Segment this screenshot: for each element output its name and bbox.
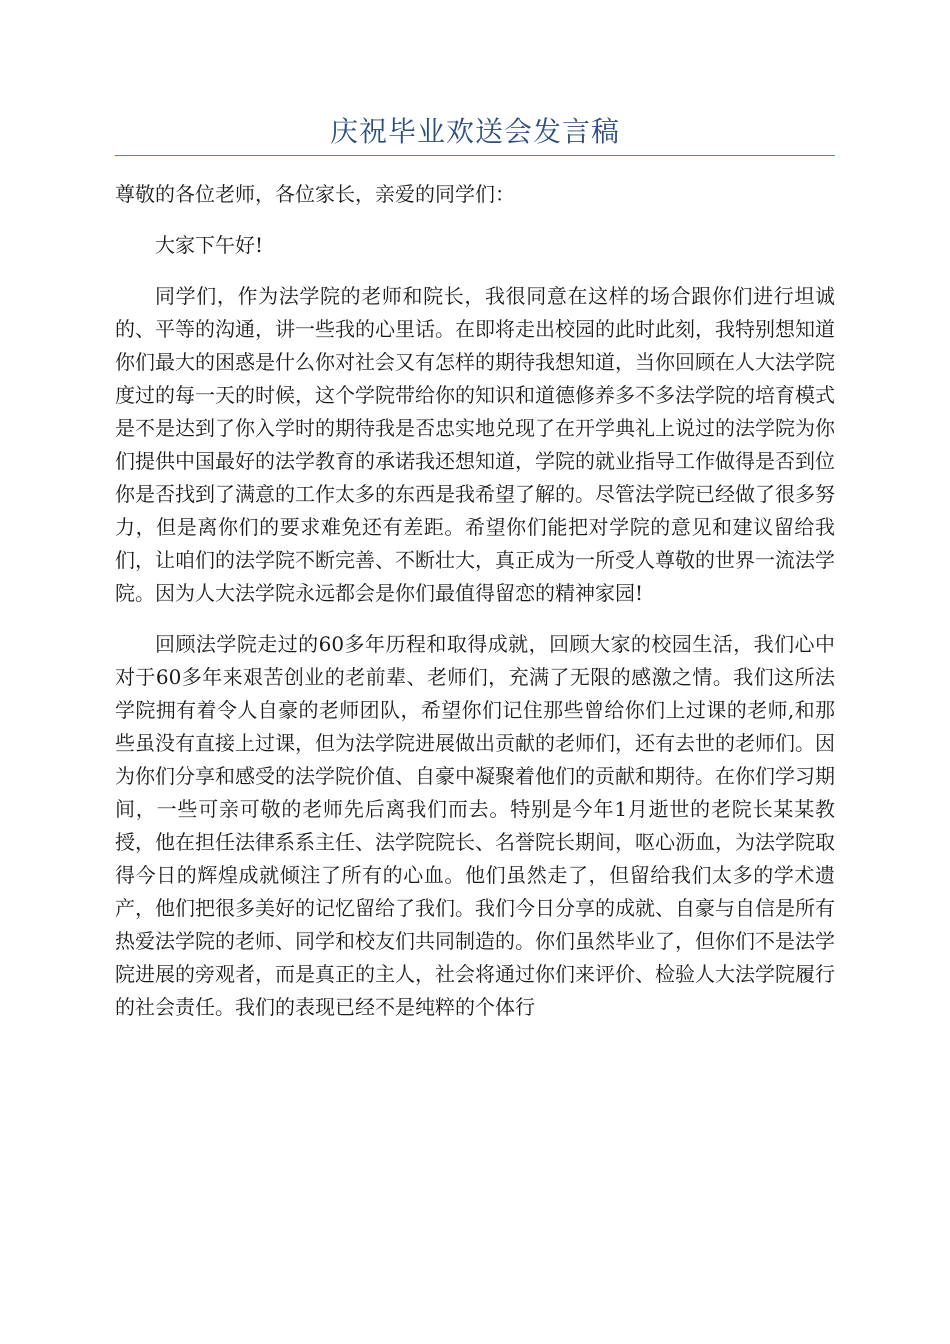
body-paragraph: 同学们，作为法学院的老师和院长，我很同意在这样的场合跟你们进行坦诚的、平等的沟通，讲一些我的心里话。在即将走出校园的此时此刻，我特别想知道你们最大的困惑是什么你对社会又有怎样的期待我想知道，当你回顾在人大法学院度过的每一天的时候，这个学院带给你的知识和道德修养多不多法学院的培育模式是不是达到了你入学时的期待我是否忠实地兑现了在开学典礼上说过的法学院为你们提供中国最好的法学教育的承诺我还想知道，学院的就业指导工作做得是否到位你是否找到了满意的工作太多的东西是我希望了解的。尽管法学院已经做了很多努力，但是离你们的要求难免还有差距。希望你们能把对学院的意见和建议留给我们，让咱们的法学院不断完善、不断壮大，真正成为一所受人尊敬的世界一流法学院。因为人大法学院永远都会是你们最值得留恋的精神家园! bbox=[115, 284, 835, 605]
body-paragraph: 回顾法学院走过的60多年历程和取得成就，回顾大家的校园生活，我们心中对于60多年来艰苦创业的老前辈、老师们，充满了无限的感激之情。我们这所法学院拥有着令人自豪的老师团队，希望你们记住那些曾给你们上过课的老师,和那些虽没有直接上过课，但为法学院进展做出贡献的老师们，还有去世的老师们。因为你们分享和感受的法学院价值、自豪中凝聚着他们的贡献和期待。在你们学习期间，一些可亲可敬的老师先后离我们而去。特别是今年1月逝世的老院长某某教授，他在担任法律系系主任、法学院院长、名誉院长期间，呕心沥血，为法学院取得今日的辉煌成就倾注了所有的心血。他们虽然走了，但留给我们太多的学术遗产，他们把很多美好的记忆留给了我们。我们今日分享的成就、自豪与自信是所有热爱法学院的老师、同学和校友们共同制造的。你们虽然毕业了，但你们不是法学院进展的旁观者，而是真正的主人，社会将通过你们来评价、检验人大法学院履行的社会责任。我们的表现已经不是纯粹的个体行 bbox=[115, 632, 835, 1019]
document-title: 庆祝毕业欢送会发言稿 bbox=[329, 115, 620, 148]
document-body bbox=[115, 178, 835, 1042]
salutation: 尊敬的各位老师，各位家长，亲爱的同学们： bbox=[115, 182, 515, 206]
greeting: 大家下午好! bbox=[155, 233, 264, 257]
title-underline bbox=[115, 155, 835, 156]
